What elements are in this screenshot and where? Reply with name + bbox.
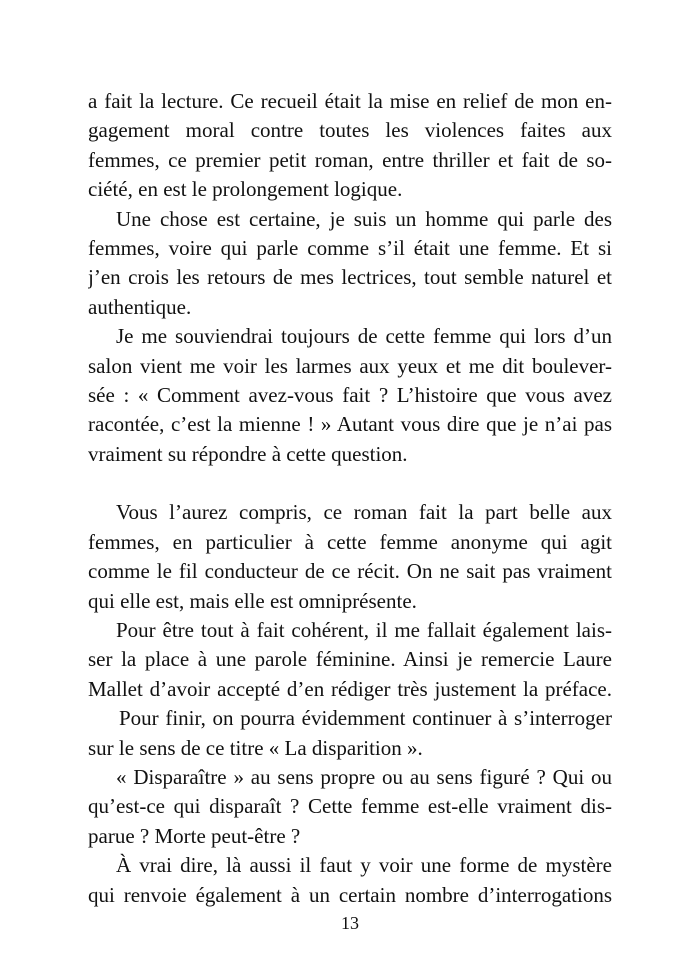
- text-line: qu’est-ce qui disparaît ? Cette femme est-elle vraiment dis-: [88, 794, 612, 819]
- text-line: sur le sens de ce titre « La disparition ».: [88, 735, 423, 760]
- text-line: ser la place à une parole féminine. Ainsi je remercie Laure: [88, 647, 612, 672]
- text-line: Pour finir, on pourra évidemment continuer à s’interroger: [119, 706, 612, 731]
- text-line: « Disparaître » au sens propre ou au sens figuré ? Qui ou: [116, 764, 612, 789]
- text-line: parue ? Morte peut-être ?: [88, 823, 301, 848]
- text-line: qui elle est, mais elle est omniprésente.: [88, 588, 417, 613]
- text-line: Vous l’aurez compris, ce roman fait la part belle aux: [116, 500, 612, 525]
- text-line: comme le fil conducteur de ce récit. On ne sait pas vraiment: [88, 559, 612, 584]
- text-line: Une chose est certaine, je suis un homme qui parle des: [116, 206, 612, 231]
- body-text: [88, 87, 612, 910]
- text-line: À vrai dire, là aussi il faut y voir une forme de mystère: [116, 853, 612, 878]
- text-line: Pour être tout à fait cohérent, il me fallait également lais-: [116, 618, 612, 643]
- text-line: femmes, en particulier à cette femme anonyme qui agit: [88, 529, 612, 554]
- text-line: femmes, voire qui parle comme s’il était une femme. Et si: [88, 235, 612, 260]
- text-line: racontée, c’est la mienne ! » Autant vous dire que je n’ai pas: [88, 412, 612, 437]
- text-line: ciété, en est le prolongement logique.: [88, 177, 403, 202]
- text-line: sée : « Comment avez-vous fait ? L’histoire que vous avez: [88, 382, 612, 407]
- text-line: qui renvoie également à un certain nombre d’interrogations: [88, 882, 612, 907]
- text-line: Mallet d’avoir accepté d’en rédiger très justement la préface.: [88, 676, 612, 701]
- text-line: salon vient me voir les larmes aux yeux et me dit boulever-: [88, 353, 612, 378]
- text-line: gagement moral contre toutes les violences faites aux: [88, 118, 612, 143]
- text-line: Je me souviendrai toujours de cette femme qui lors d’un: [116, 324, 612, 349]
- text-line: vraiment su répondre à cette question.: [88, 441, 408, 466]
- text-line: j’en crois les retours de mes lectrices, tout semble naturel et: [88, 265, 612, 290]
- text-line: femmes, ce premier petit roman, entre thriller et fait de so-: [88, 147, 612, 172]
- text-line: a fait la lecture. Ce recueil était la mise en relief de mon en-: [88, 89, 612, 113]
- page-number: 13: [341, 913, 359, 933]
- text-line: authentique.: [88, 294, 192, 319]
- section-break: [88, 469, 612, 498]
